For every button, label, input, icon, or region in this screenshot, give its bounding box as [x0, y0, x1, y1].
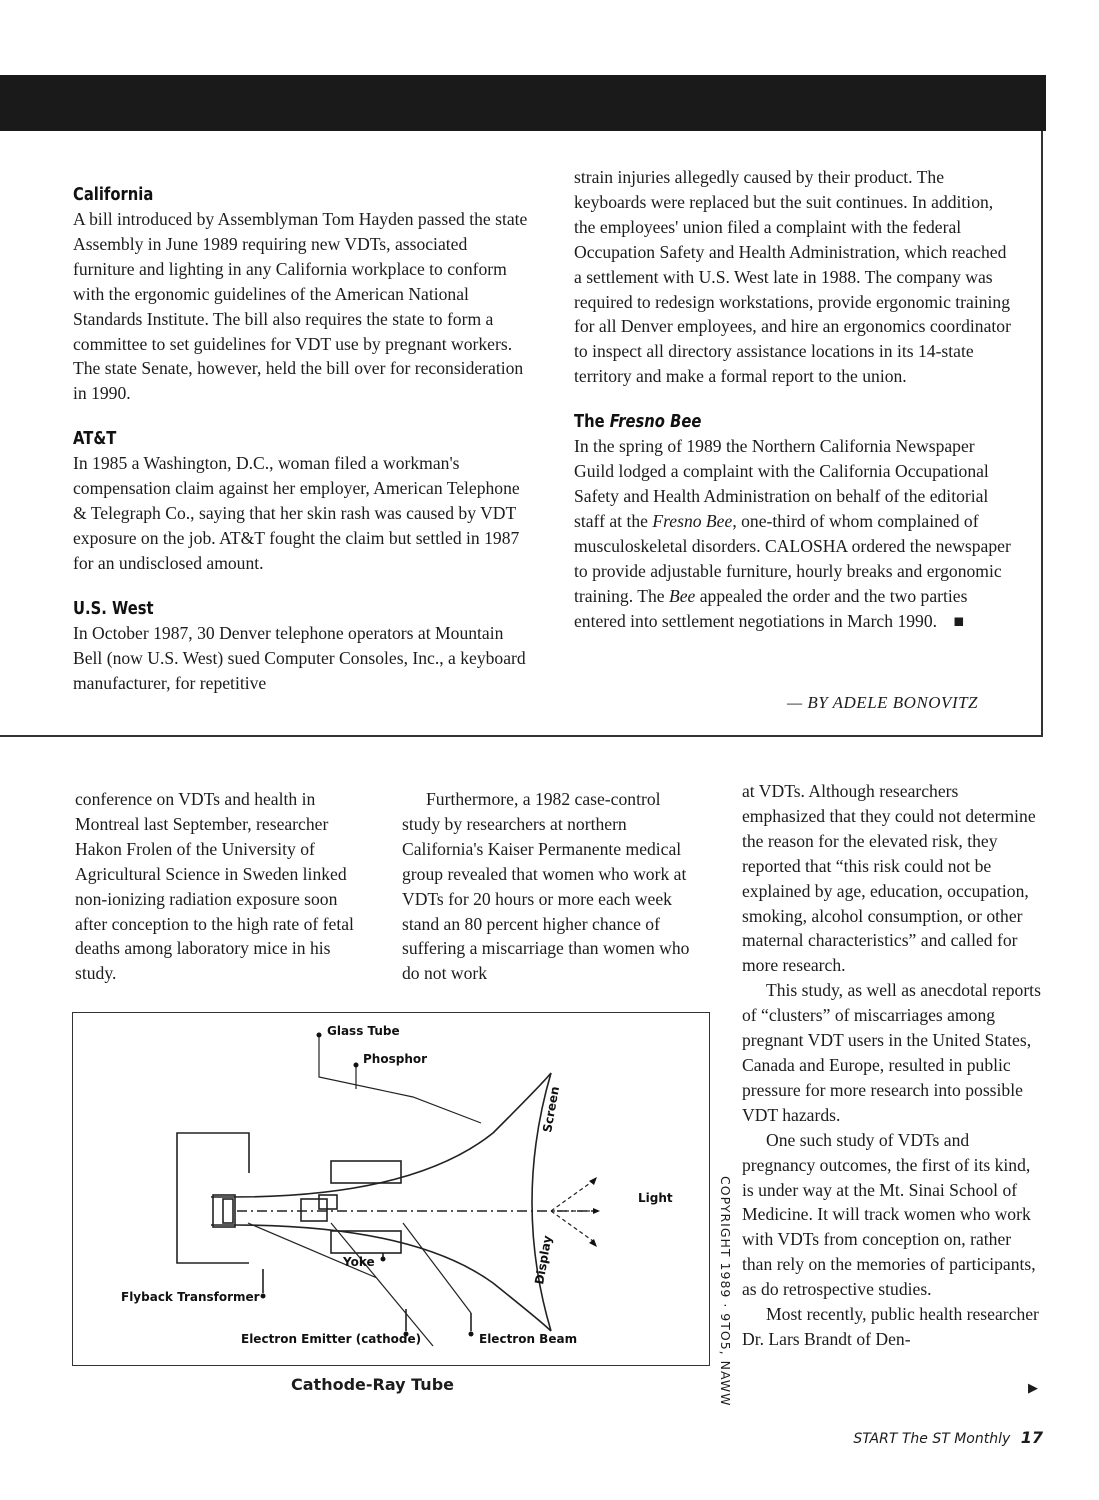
electron-emitter-shape: [223, 1199, 233, 1223]
article-col-2: [402, 787, 702, 986]
label-flyback-transformer: Flyback Transformer: [121, 1290, 260, 1304]
crt-diagram-svg: [73, 1013, 711, 1367]
heading-us-west: U.S. West: [73, 597, 154, 619]
fresno-bee-text: [574, 434, 1016, 633]
sidebar-left-column: [73, 183, 533, 696]
end-mark-icon: ■: [953, 610, 965, 631]
label-yoke: Yoke: [343, 1255, 375, 1269]
heading-italic: Fresno Bee: [609, 411, 702, 433]
article-col-3-p1: at VDTs. Although researchers emphasized that they could not determine the reason for the elevated risk, they reported that “this risk could not be explained by age, education, occupation, smoking, alcohol consumption, or other maternal characteristics” and called for more research.: [742, 781, 1036, 976]
article-col-3-p2: This study, as well as anecdotal reports of “clusters” of miscarriages among pregnant VDT users in the United States, Canada and Europe, resulted in public pressure for more research into possible VDT hazards.: [742, 980, 1041, 1125]
label-electron-emitter: Electron Emitter (cathode): [241, 1332, 422, 1346]
us-west-continued: strain injuries allegedly caused by their product. The keyboards were replaced but the suit continues. In addition, the employees' union filed a complaint with the federal Occupation Safety and Health Administration, which reached a settlement with U.S. West late in 1988. The company was required to redesign workstations, provide ergonomic training for all Denver employees, and hire an ergonomics coordinator to inspect all directory assistance locations in its 14-state territory and make a formal report to the union.: [574, 167, 1011, 387]
heading-prefix: The: [574, 411, 605, 433]
label-electron-beam: Electron Beam: [479, 1332, 578, 1346]
fresno-text-2: , one-third of whom complained of musculoskeletal disorders. CALOSHA ordered the newspaper to provide adjustable furniture, hourly breaks and ergonomic training. The: [574, 510, 1011, 606]
article-col-2-text: Furthermore, a 1982 case-control study by researchers at northern California's Kaiser Permanente medical group revealed that women who work at VDTs for 20 hours or more each week stand an 80 percent higher chance of suffering a miscarriage than women who do not work: [402, 789, 690, 984]
article-col-3-p4: Most recently, public health researcher Dr. Lars Brandt of Den-: [742, 1304, 1039, 1349]
heading-fresno-bee: [574, 410, 936, 434]
label-screen: Screen: [540, 1085, 563, 1134]
us-west-text: In October 1987, 30 Denver telephone operators at Mountain Bell (now U.S. West) sued Computer Consoles, Inc., a keyboard manufacturer, for repetitive: [73, 622, 526, 693]
label-light: Light: [638, 1191, 673, 1205]
fresno-italic-2: Bee: [668, 585, 696, 606]
article-col-1: conference on VDTs and health in Montreal last September, researcher Hakon Frolen of the University of Agricultural Science in Sweden linked non-ionizing radiation exposure soon after conception to the high rate of fetal deaths among laboratory mice in his study.: [75, 789, 354, 984]
article-col-3-p3: One such study of VDTs and pregnancy outcomes, the first of its kind, is under way at the Mt. Sinai School of Medicine. It will track women who work with VDTs from conception on, rather than rely on the memories of participants, as do retrospective studies.: [742, 1129, 1036, 1300]
diagram-caption: Cathode-Ray Tube: [291, 1375, 454, 1394]
crt-diagram: [72, 1012, 710, 1366]
heading-california: California: [73, 184, 154, 205]
header-bar: [0, 75, 1046, 131]
page-footer: [853, 1428, 1043, 1447]
california-text: A bill introduced by Assemblyman Tom Hayden passed the state Assembly in June 1989 requiring new VDTs, associated furniture and lighting in any California workplace to conform with the ergonomic guidelines of the American National Standards Institute. The bill also requires the state to form a committee to set guidelines for VDT use by pregnant workers. The state Senate, however, held the bill over for reconsideration in 1990.: [73, 209, 528, 404]
copyright-notice: COPYRIGHT 1989 · 9TO5, NAWW: [718, 1176, 733, 1407]
article-col-3: [742, 779, 1044, 1352]
yoke-bottom: [331, 1231, 401, 1253]
continue-arrow-icon: ▶: [1028, 1380, 1038, 1395]
publication-name: START The ST Monthly: [853, 1431, 1011, 1447]
att-text: In 1985 a Washington, D.C., woman filed a workman's compensation claim against her employer, American Telephone & Telegraph Co., saying that her skin rash was caused by VDT exposure on the job. AT&T fought the claim but settled in 1987 for an undisclosed amount.: [73, 453, 520, 573]
sidebar-right-column: [574, 165, 1016, 633]
fresno-text-1: In the spring of 1989 the Northern California Newspaper Guild lodged a complaint with the California Occupational Safety and Health Administration on behalf of the editorial staff at the: [574, 436, 989, 531]
page-number: 17: [1020, 1428, 1043, 1447]
byline: — BY ADELE BONOVITZ: [787, 693, 979, 712]
label-display: Display: [532, 1234, 555, 1286]
fresno-text-3: appealed the order and the two parties entered into settlement negotiations in March 1990.: [574, 585, 968, 631]
label-glass-tube: Glass Tube: [327, 1024, 400, 1038]
label-phosphor: Phosphor: [363, 1052, 428, 1066]
fresno-italic-1: Fresno Bee: [652, 510, 733, 531]
heading-att: AT&T: [73, 428, 117, 450]
